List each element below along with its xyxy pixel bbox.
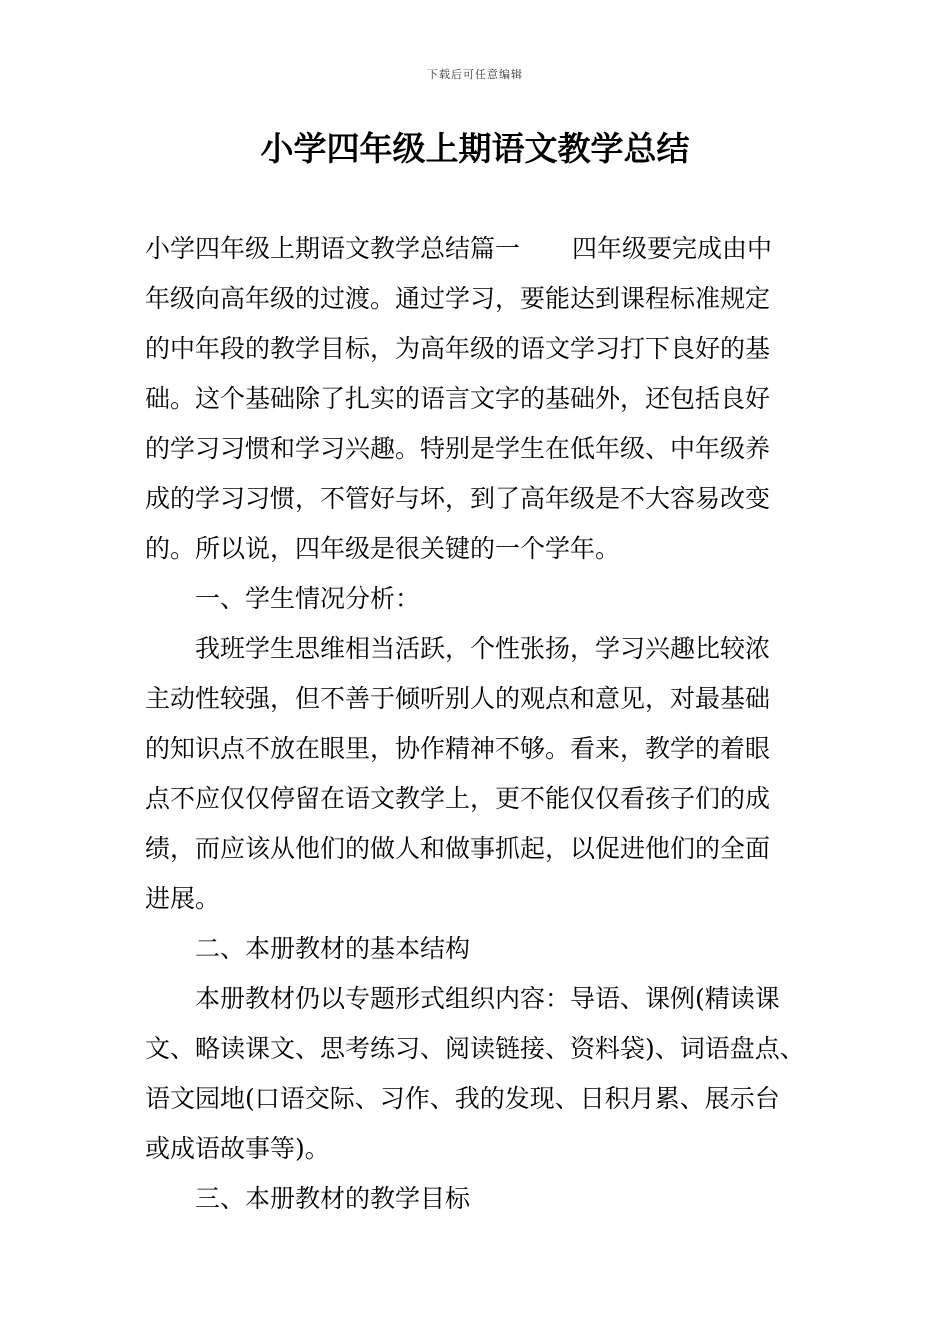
paragraph-line: 绩，而应该从他们的做人和做事抓起，以促进他们的全面 <box>145 834 771 863</box>
paragraph-line: 语文园地(口语交际、习作、我的发现、日积月累、展示台 <box>145 1084 780 1113</box>
paragraph-line: 我班学生思维相当活跃，个性张扬，学习兴趣比较浓 <box>195 634 771 663</box>
paragraph-line: 点不应仅仅停留在语文教学上，更不能仅仅看孩子们的成 <box>145 784 771 813</box>
section-heading: 二、本册教材的基本结构 <box>195 934 471 963</box>
intro-heading: 小学四年级上期语文教学总结篇一 <box>145 234 521 263</box>
paragraph-line: 本册教材仍以专题形式组织内容：导语、课例(精读课 <box>195 984 780 1013</box>
paragraph-line: 的知识点不放在眼里，协作精神不够。看来，教学的着眼 <box>145 734 771 763</box>
section-heading: 三、本册教材的教学目标 <box>195 1184 471 1213</box>
paragraph-line: 或成语故事等)。 <box>145 1134 330 1163</box>
document-title: 小学四年级上期语文教学总结 <box>260 129 690 168</box>
paragraph-line: 的学习习惯和学习兴趣。特别是学生在低年级、中年级养 <box>145 434 771 463</box>
paragraph-line: 进展。 <box>145 884 221 913</box>
paragraph-line: 的。所以说，四年级是很关键的一个学年。 <box>145 534 621 563</box>
header-note: 下载后可任意编辑 <box>427 68 523 81</box>
document-body <box>145 224 835 1224</box>
intro-first-line-text: 四年级要完成由中 <box>572 234 773 263</box>
paragraph-line: 年级向高年级的过渡。通过学习，要能达到课程标准规定 <box>145 284 771 313</box>
paragraph-line: 文、略读课文、思考练习、阅读链接、资料袋)、词语盘点、 <box>145 1034 805 1063</box>
paragraph-line: 的中年段的教学目标，为高年级的语文学习打下良好的基 <box>145 334 771 363</box>
paragraph-line: 成的学习习惯，不管好与坏，到了高年级是不大容易改变 <box>145 484 771 513</box>
section-heading: 一、学生情况分析： <box>195 584 421 613</box>
paragraph-line: 础。这个基础除了扎实的语言文字的基础外，还包括良好 <box>145 384 771 413</box>
intro-first-line <box>145 224 835 274</box>
paragraph-line: 主动性较强，但不善于倾听别人的观点和意见，对最基础 <box>145 684 771 713</box>
